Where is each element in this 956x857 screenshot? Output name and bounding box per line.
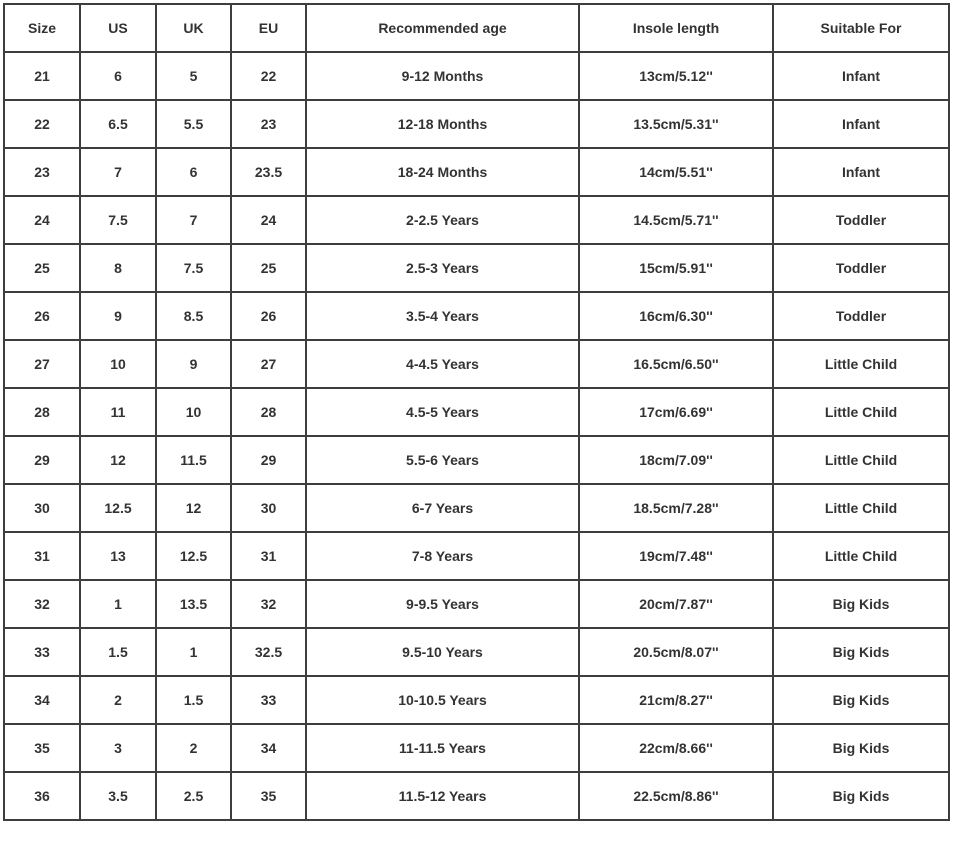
table-cell: Infant [773, 100, 949, 148]
table-cell: 10-10.5 Years [306, 676, 579, 724]
table-cell: 18cm/7.09'' [579, 436, 773, 484]
table-cell: 12.5 [80, 484, 156, 532]
table-cell: 32 [4, 580, 80, 628]
table-cell: 34 [4, 676, 80, 724]
table-cell: 9-9.5 Years [306, 580, 579, 628]
table-cell: 25 [4, 244, 80, 292]
table-cell: 28 [231, 388, 306, 436]
table-cell: 34 [231, 724, 306, 772]
table-cell: 10 [156, 388, 231, 436]
table-cell: 35 [231, 772, 306, 820]
table-cell: 5 [156, 52, 231, 100]
table-row [4, 292, 949, 340]
table-cell: 3 [80, 724, 156, 772]
table-cell: 16.5cm/6.50'' [579, 340, 773, 388]
column-header: UK [156, 4, 231, 52]
table-row [4, 772, 949, 820]
table-cell: 5.5-6 Years [306, 436, 579, 484]
table-cell: 4.5-5 Years [306, 388, 579, 436]
table-cell: 27 [231, 340, 306, 388]
table-cell: 25 [231, 244, 306, 292]
table-cell: Little Child [773, 388, 949, 436]
table-cell: 10 [80, 340, 156, 388]
table-cell: 26 [231, 292, 306, 340]
table-cell: 17cm/6.69'' [579, 388, 773, 436]
table-cell: 22cm/8.66'' [579, 724, 773, 772]
table-cell: 22.5cm/8.86'' [579, 772, 773, 820]
table-row [4, 388, 949, 436]
table-cell: Toddler [773, 196, 949, 244]
table-row [4, 148, 949, 196]
table-cell: 9-12 Months [306, 52, 579, 100]
table-cell: 19cm/7.48'' [579, 532, 773, 580]
table-cell: Toddler [773, 244, 949, 292]
table-cell: 11.5-12 Years [306, 772, 579, 820]
size-chart-table [3, 3, 950, 821]
table-cell: 23 [231, 100, 306, 148]
table-cell: 1.5 [80, 628, 156, 676]
table-cell: 7.5 [156, 244, 231, 292]
table-cell: 27 [4, 340, 80, 388]
table-cell: 1.5 [156, 676, 231, 724]
table-cell: 15cm/5.91'' [579, 244, 773, 292]
table-cell: 5.5 [156, 100, 231, 148]
table-cell: Little Child [773, 484, 949, 532]
table-cell: 7-8 Years [306, 532, 579, 580]
table-cell: 29 [4, 436, 80, 484]
table-cell: 2 [156, 724, 231, 772]
table-cell: Big Kids [773, 628, 949, 676]
table-cell: 9 [80, 292, 156, 340]
table-cell: 28 [4, 388, 80, 436]
table-cell: 23 [4, 148, 80, 196]
table-cell: 29 [231, 436, 306, 484]
table-cell: 12 [80, 436, 156, 484]
table-cell: 1 [156, 628, 231, 676]
table-cell: Big Kids [773, 580, 949, 628]
table-cell: 1 [80, 580, 156, 628]
table-cell: 12.5 [156, 532, 231, 580]
table-row [4, 580, 949, 628]
table-cell: 8 [80, 244, 156, 292]
table-cell: 22 [231, 52, 306, 100]
table-cell: 9 [156, 340, 231, 388]
column-header: Recommended age [306, 4, 579, 52]
column-header: Size [4, 4, 80, 52]
table-cell: 36 [4, 772, 80, 820]
table-cell: 14cm/5.51'' [579, 148, 773, 196]
table-cell: 3.5-4 Years [306, 292, 579, 340]
table-cell: 31 [4, 532, 80, 580]
table-cell: Big Kids [773, 772, 949, 820]
table-row [4, 628, 949, 676]
table-cell: 13 [80, 532, 156, 580]
table-cell: 11-11.5 Years [306, 724, 579, 772]
table-row [4, 100, 949, 148]
table-cell: 8.5 [156, 292, 231, 340]
table-cell: 11.5 [156, 436, 231, 484]
table-cell: 7 [156, 196, 231, 244]
table-cell: 21cm/8.27'' [579, 676, 773, 724]
table-cell: 9.5-10 Years [306, 628, 579, 676]
table-cell: 31 [231, 532, 306, 580]
table-row [4, 196, 949, 244]
table-row [4, 52, 949, 100]
table-cell: Toddler [773, 292, 949, 340]
table-cell: Little Child [773, 532, 949, 580]
table-cell: 35 [4, 724, 80, 772]
table-cell: 2.5 [156, 772, 231, 820]
table-cell: Big Kids [773, 676, 949, 724]
table-cell: Infant [773, 52, 949, 100]
table-cell: 26 [4, 292, 80, 340]
table-cell: Little Child [773, 436, 949, 484]
table-cell: Big Kids [773, 724, 949, 772]
column-header: EU [231, 4, 306, 52]
table-cell: 13.5cm/5.31'' [579, 100, 773, 148]
table-cell: 2 [80, 676, 156, 724]
table-cell: 6.5 [80, 100, 156, 148]
column-header: Suitable For [773, 4, 949, 52]
table-cell: Little Child [773, 340, 949, 388]
table-cell: 11 [80, 388, 156, 436]
table-cell: 6 [80, 52, 156, 100]
table-cell: 20.5cm/8.07'' [579, 628, 773, 676]
table-cell: 16cm/6.30'' [579, 292, 773, 340]
table-cell: 33 [4, 628, 80, 676]
table-cell: 20cm/7.87'' [579, 580, 773, 628]
table-row [4, 532, 949, 580]
table-cell: 6-7 Years [306, 484, 579, 532]
table-cell: 13cm/5.12'' [579, 52, 773, 100]
table-cell: 32.5 [231, 628, 306, 676]
table-cell: 24 [231, 196, 306, 244]
column-header: Insole length [579, 4, 773, 52]
table-cell: 23.5 [231, 148, 306, 196]
table-cell: 12 [156, 484, 231, 532]
table-cell: 24 [4, 196, 80, 244]
table-cell: 18.5cm/7.28'' [579, 484, 773, 532]
table-row [4, 340, 949, 388]
table-cell: 21 [4, 52, 80, 100]
table-row [4, 436, 949, 484]
table-cell: 33 [231, 676, 306, 724]
table-row [4, 244, 949, 292]
table-row [4, 676, 949, 724]
table-row [4, 484, 949, 532]
table-cell: 30 [4, 484, 80, 532]
table-cell: 30 [231, 484, 306, 532]
table-cell: Infant [773, 148, 949, 196]
table-cell: 7 [80, 148, 156, 196]
table-cell: 13.5 [156, 580, 231, 628]
table-cell: 12-18 Months [306, 100, 579, 148]
column-header: US [80, 4, 156, 52]
table-cell: 14.5cm/5.71'' [579, 196, 773, 244]
table-cell: 32 [231, 580, 306, 628]
table-row [4, 724, 949, 772]
table-body [4, 52, 949, 820]
header-row [4, 4, 949, 52]
table-cell: 7.5 [80, 196, 156, 244]
table-cell: 2.5-3 Years [306, 244, 579, 292]
table-cell: 2-2.5 Years [306, 196, 579, 244]
table-cell: 18-24 Months [306, 148, 579, 196]
table-cell: 4-4.5 Years [306, 340, 579, 388]
table-cell: 22 [4, 100, 80, 148]
table-cell: 6 [156, 148, 231, 196]
table-cell: 3.5 [80, 772, 156, 820]
